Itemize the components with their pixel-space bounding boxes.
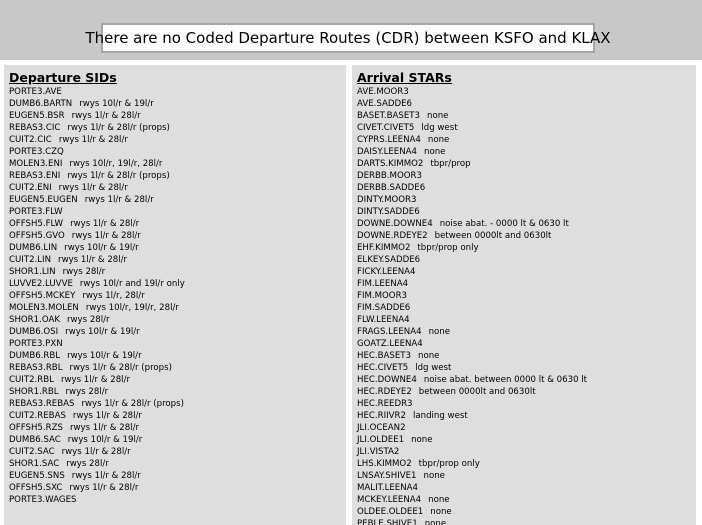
cdr-message-text: There are no Coded Departure Routes (CDR) between KSFO and KLAX xyxy=(85,29,611,47)
departure-sid-item xyxy=(9,218,346,230)
arrival-star-item xyxy=(357,398,696,410)
arrival-star-note: none xyxy=(424,147,446,157)
arrival-star-item xyxy=(357,326,696,338)
departure-sid-route: CUIT2.RBL xyxy=(9,375,54,385)
arrival-star-item xyxy=(357,170,696,182)
departure-sid-item xyxy=(9,398,346,410)
arrival-star-item xyxy=(357,98,696,110)
arrival-star-note: none xyxy=(418,351,440,361)
arrival-star-route: DOWNE.RDEYE2 xyxy=(357,231,428,241)
arrival-star-item xyxy=(357,110,696,122)
departure-sid-item xyxy=(9,122,346,134)
departure-sid-note: rwys 10l/r, 19l/r, 28l/r xyxy=(85,303,179,313)
departure-sid-route: REBAS3.ENI xyxy=(9,171,61,181)
arrival-star-route: EHF.KIMMO2 xyxy=(357,243,411,253)
arrival-star-note: none xyxy=(411,435,433,445)
arrival-star-route: FLW.LEENA4 xyxy=(357,315,410,325)
arrival-star-route: DINTY.SADDE6 xyxy=(357,207,420,217)
arrival-star-item xyxy=(357,362,696,374)
departure-sid-route: REBAS3.RBL xyxy=(9,363,63,373)
departure-sid-note: rwys 10l/r & 19l/r xyxy=(67,351,142,361)
arrival-star-route: OLDEE.OLDEE1 xyxy=(357,507,424,517)
departure-sid-route: PORTE3.FLW xyxy=(9,207,63,217)
arrival-star-item xyxy=(357,290,696,302)
arrival-star-item xyxy=(357,218,696,230)
departure-sid-item xyxy=(9,494,346,506)
arrival-star-item xyxy=(357,122,696,134)
arrival-star-note: tbpr/prop xyxy=(430,159,471,169)
departure-sid-route: SHOR1.OAK xyxy=(9,315,60,325)
departure-sid-route: EUGEN5.SNS xyxy=(9,471,65,481)
arrival-stars-heading: Arrival STARs xyxy=(357,70,452,85)
arrival-star-item xyxy=(357,422,696,434)
departure-sid-route: EUGEN5.BSR xyxy=(9,111,65,121)
departure-sid-note: rwys 1l/r & 28l/r xyxy=(70,219,140,229)
departure-sid-item xyxy=(9,410,346,422)
departure-sid-route: DUMB6.RBL xyxy=(9,351,61,361)
departure-sid-note: rwys 10l/r & 19l/r xyxy=(79,99,154,109)
departure-sid-route: SHOR1.LIN xyxy=(9,267,56,277)
arrival-star-route: FIM.MOOR3 xyxy=(357,291,408,301)
departure-sid-note: rwys 10l/r, 19l/r, 28l/r xyxy=(69,159,163,169)
departure-sid-item xyxy=(9,374,346,386)
departure-sid-route: DUMB6.OSI xyxy=(9,327,59,337)
arrival-star-route: CIVET.CIVET5 xyxy=(357,123,415,133)
departure-sid-item xyxy=(9,170,346,182)
arrival-star-route: FRAGS.LEENA4 xyxy=(357,327,422,337)
arrival-star-note: none xyxy=(430,507,452,517)
arrival-star-route: FIM.LEENA4 xyxy=(357,279,409,289)
arrival-star-item xyxy=(357,506,696,518)
arrival-star-route: JLI.VISTA2 xyxy=(357,447,400,457)
departure-sid-route: REBAS3.CIC xyxy=(9,123,61,133)
departure-sid-note: rwys 1l/r & 28l/r xyxy=(71,231,141,241)
arrival-star-route: DINTY.MOOR3 xyxy=(357,195,417,205)
departure-sid-item xyxy=(9,266,346,278)
departure-sid-item xyxy=(9,158,346,170)
departure-sid-route: PORTE3.AVE xyxy=(9,87,62,97)
arrival-star-route: AVE.SADDE6 xyxy=(357,99,412,109)
arrival-star-note: noise abat. between 0000 lt & 0630 lt xyxy=(423,375,588,385)
departure-sid-route: SHOR1.SAC xyxy=(9,459,60,469)
departure-sid-item xyxy=(9,350,346,362)
arrival-star-route: LHS.KIMMO2 xyxy=(357,459,412,469)
arrival-star-route: HEC.REEDR3 xyxy=(357,399,413,409)
departure-sid-note: rwys 10l/r & 19l/r xyxy=(65,327,140,337)
arrival-star-route: DARTS.KIMMO2 xyxy=(357,159,424,169)
departure-sid-route: DUMB6.SAC xyxy=(9,435,61,445)
arrival-star-route: DERBB.MOOR3 xyxy=(357,171,422,181)
departure-sid-item xyxy=(9,206,346,218)
arrival-star-route: HEC.BASET3 xyxy=(357,351,412,361)
arrival-star-item xyxy=(357,314,696,326)
departure-sid-note: rwys 28l/r xyxy=(65,387,109,397)
arrival-star-route: HEC.RIIVR2 xyxy=(357,411,406,421)
arrival-star-note: none xyxy=(428,327,451,337)
departure-sid-note: rwys 1l/r & 28l/r xyxy=(61,447,131,457)
departure-sid-route: REBAS3.REBAS xyxy=(9,399,75,409)
departure-sid-note: rwys 1l/r & 28l/r xyxy=(71,111,141,121)
arrival-star-route: CYPRS.LEENA4 xyxy=(357,135,421,145)
departure-sid-note: rwys 1l/r & 28l/r xyxy=(84,195,154,205)
arrival-star-route: FICKY.LEENA4 xyxy=(357,267,416,277)
departure-sid-item xyxy=(9,98,346,110)
departure-sid-note: rwys 28l/r xyxy=(66,459,109,469)
arrival-star-note: landing west xyxy=(412,411,468,421)
arrival-star-note: ldg west xyxy=(421,123,458,133)
departure-sid-item xyxy=(9,326,346,338)
arrival-star-note: between 0000lt and 0630lt xyxy=(418,387,536,397)
departure-sid-note: rwys 1l/r & 28l/r xyxy=(58,255,128,265)
departure-sid-route: OFFSH5.SXC xyxy=(9,483,63,493)
departure-sid-route: OFFSH5.MCKEY xyxy=(9,291,76,301)
departure-sid-route: CUIT2.ENI xyxy=(9,183,52,193)
departure-sid-route: OFFSH5.FLW xyxy=(9,219,64,229)
departure-sid-item xyxy=(9,146,346,158)
arrival-star-route: HEC.DOWNE4 xyxy=(357,375,417,385)
arrival-star-item xyxy=(357,242,696,254)
departure-sid-note: rwys 1l/r & 28l/r (props) xyxy=(67,123,170,133)
arrival-stars-list xyxy=(352,86,696,525)
arrival-star-item xyxy=(357,266,696,278)
departure-sid-note: rwys 1l/r & 28l/r xyxy=(58,135,128,145)
departure-sid-route: CUIT2.SAC xyxy=(9,447,55,457)
arrival-star-route: DOWNE.DOWNE4 xyxy=(357,219,433,229)
arrival-star-item xyxy=(357,446,696,458)
departure-sid-item xyxy=(9,446,346,458)
departure-sid-item xyxy=(9,194,346,206)
departure-sid-item xyxy=(9,386,346,398)
departure-sid-item xyxy=(9,470,346,482)
arrival-star-item xyxy=(357,230,696,242)
departure-sid-note: rwys 1l/r & 28l/r (props) xyxy=(67,171,170,181)
departure-sid-route: CUIT2.LIN xyxy=(9,255,52,265)
arrival-star-note: none xyxy=(428,495,450,505)
arrival-star-route: GOATZ.LEENA4 xyxy=(357,339,423,349)
arrival-star-item xyxy=(357,182,696,194)
arrival-star-route: MCKEY.LEENA4 xyxy=(357,495,422,505)
departure-sid-route: MOLEN3.ENI xyxy=(9,159,63,169)
arrival-star-item xyxy=(357,386,696,398)
arrival-star-item xyxy=(357,254,696,266)
arrival-star-item xyxy=(357,482,696,494)
arrival-star-route: DAISY.LEENA4 xyxy=(357,147,417,157)
departure-sid-item xyxy=(9,482,346,494)
departure-sid-note: rwys 1l/r & 28l/r xyxy=(58,183,128,193)
departure-sid-route: DUMB6.LIN xyxy=(9,243,58,253)
cdr-message-banner xyxy=(85,23,611,53)
arrival-star-item xyxy=(357,518,696,525)
arrival-star-item xyxy=(357,374,696,386)
departure-sid-item xyxy=(9,434,346,446)
arrival-star-item xyxy=(357,158,696,170)
arrival-star-item xyxy=(357,494,696,506)
arrival-star-route: HEC.CIVET5 xyxy=(357,363,409,373)
departure-sid-route: DUMB6.BARTN xyxy=(9,99,73,109)
departure-sid-item xyxy=(9,458,346,470)
departure-sids-list xyxy=(4,86,346,506)
arrival-star-route: ELKEY.SADDE6 xyxy=(357,255,421,265)
departure-sid-item xyxy=(9,290,346,302)
arrival-star-item xyxy=(357,278,696,290)
departure-sid-route: LUVVE2.LUVVE xyxy=(9,279,73,289)
arrival-star-note: none xyxy=(427,135,450,145)
departure-sid-item xyxy=(9,254,346,266)
departure-sid-note: rwys 1l/r & 28l/r xyxy=(69,483,139,493)
arrival-star-route: PEBLE.SHIVE1 xyxy=(357,519,418,525)
departure-sid-item xyxy=(9,110,346,122)
arrival-star-item xyxy=(357,302,696,314)
departure-sid-route: PORTE3.PXN xyxy=(9,339,63,349)
arrival-star-item xyxy=(357,458,696,470)
departure-sid-item xyxy=(9,278,346,290)
arrival-star-item xyxy=(357,146,696,158)
departure-sid-item xyxy=(9,362,346,374)
arrival-stars-panel xyxy=(352,65,696,525)
arrival-star-note: ldg west xyxy=(415,363,452,373)
arrival-star-item xyxy=(357,410,696,422)
arrival-star-note: none xyxy=(427,111,449,121)
departure-sid-note: rwys 1l/r & 28l/r xyxy=(60,375,130,385)
departure-sid-item xyxy=(9,302,346,314)
departure-sid-note: rwys 10l/r & 19l/r xyxy=(64,243,139,253)
arrival-star-route: BASET.BASET3 xyxy=(357,111,420,121)
arrival-star-note: tbpr/prop only xyxy=(417,243,479,253)
departure-sid-note: rwys 1l/r & 28l/r xyxy=(72,411,142,421)
departure-sid-route: MOLEN3.MOLEN xyxy=(9,303,79,313)
arrival-star-route: DERBB.SADDE6 xyxy=(357,183,426,193)
arrival-star-item xyxy=(357,134,696,146)
departure-sid-note: rwys 10l/r and 19l/r only xyxy=(79,279,185,289)
arrival-star-note: none xyxy=(424,519,447,525)
departure-sid-item xyxy=(9,86,346,98)
departure-sid-note: rwys 28l/r xyxy=(66,315,110,325)
departure-sid-route: OFFSH5.GVO xyxy=(9,231,65,241)
arrival-star-route: AVE.MOOR3 xyxy=(357,87,409,97)
arrival-star-note: none xyxy=(423,471,445,481)
departure-sid-item xyxy=(9,230,346,242)
departure-sid-note: rwys 10l/r & 19l/r xyxy=(67,435,143,445)
arrival-star-note: between 0000lt and 0630lt xyxy=(434,231,552,241)
arrival-star-item xyxy=(357,338,696,350)
departure-sid-note: rwys 1l/r & 28l/r xyxy=(69,423,139,433)
departure-sid-route: PORTE3.WAGES xyxy=(9,495,77,505)
arrival-star-note: noise abat. - 0000 lt & 0630 lt xyxy=(439,219,569,229)
arrival-star-note: tbpr/prop only xyxy=(418,459,480,469)
departure-sid-item xyxy=(9,338,346,350)
departure-sid-route: OFFSH5.RZS xyxy=(9,423,63,433)
departure-sid-item xyxy=(9,134,346,146)
arrival-star-item xyxy=(357,350,696,362)
arrival-star-route: LNSAY.SHIVE1 xyxy=(357,471,417,481)
arrival-star-route: FIM.SADDE6 xyxy=(357,303,411,313)
arrival-star-route: MALIT.LEENA4 xyxy=(357,483,418,493)
departure-sid-note: rwys 28l/r xyxy=(62,267,106,277)
departure-sids-heading: Departure SIDs xyxy=(9,70,117,85)
arrival-star-item xyxy=(357,194,696,206)
departure-sid-route: CUIT2.REBAS xyxy=(9,411,66,421)
departure-sid-item xyxy=(9,242,346,254)
departure-sid-route: EUGEN5.EUGEN xyxy=(9,195,78,205)
departure-sid-note: rwys 1l/r & 28l/r xyxy=(71,471,141,481)
departure-sids-panel xyxy=(4,65,346,525)
arrival-star-item xyxy=(357,206,696,218)
departure-sid-route: PORTE3.CZQ xyxy=(9,147,64,157)
departure-sid-item xyxy=(9,314,346,326)
departure-sid-route: SHOR1.RBL xyxy=(9,387,59,397)
arrival-star-item xyxy=(357,470,696,482)
departure-sid-note: rwys 1l/r, 28l/r xyxy=(82,291,145,301)
departure-sid-item xyxy=(9,182,346,194)
departure-sid-note: rwys 1l/r & 28l/r (props) xyxy=(81,399,184,409)
departure-sid-note: rwys 1l/r & 28l/r (props) xyxy=(69,363,172,373)
arrival-star-item xyxy=(357,434,696,446)
arrival-star-route: HEC.RDEYE2 xyxy=(357,387,412,397)
departure-sid-route: CUIT2.CIC xyxy=(9,135,52,145)
arrival-star-item xyxy=(357,86,696,98)
arrival-star-route: JLI.OCEAN2 xyxy=(357,423,406,433)
arrival-star-route: JLI.OLDEE1 xyxy=(357,435,405,445)
departure-sid-item xyxy=(9,422,346,434)
